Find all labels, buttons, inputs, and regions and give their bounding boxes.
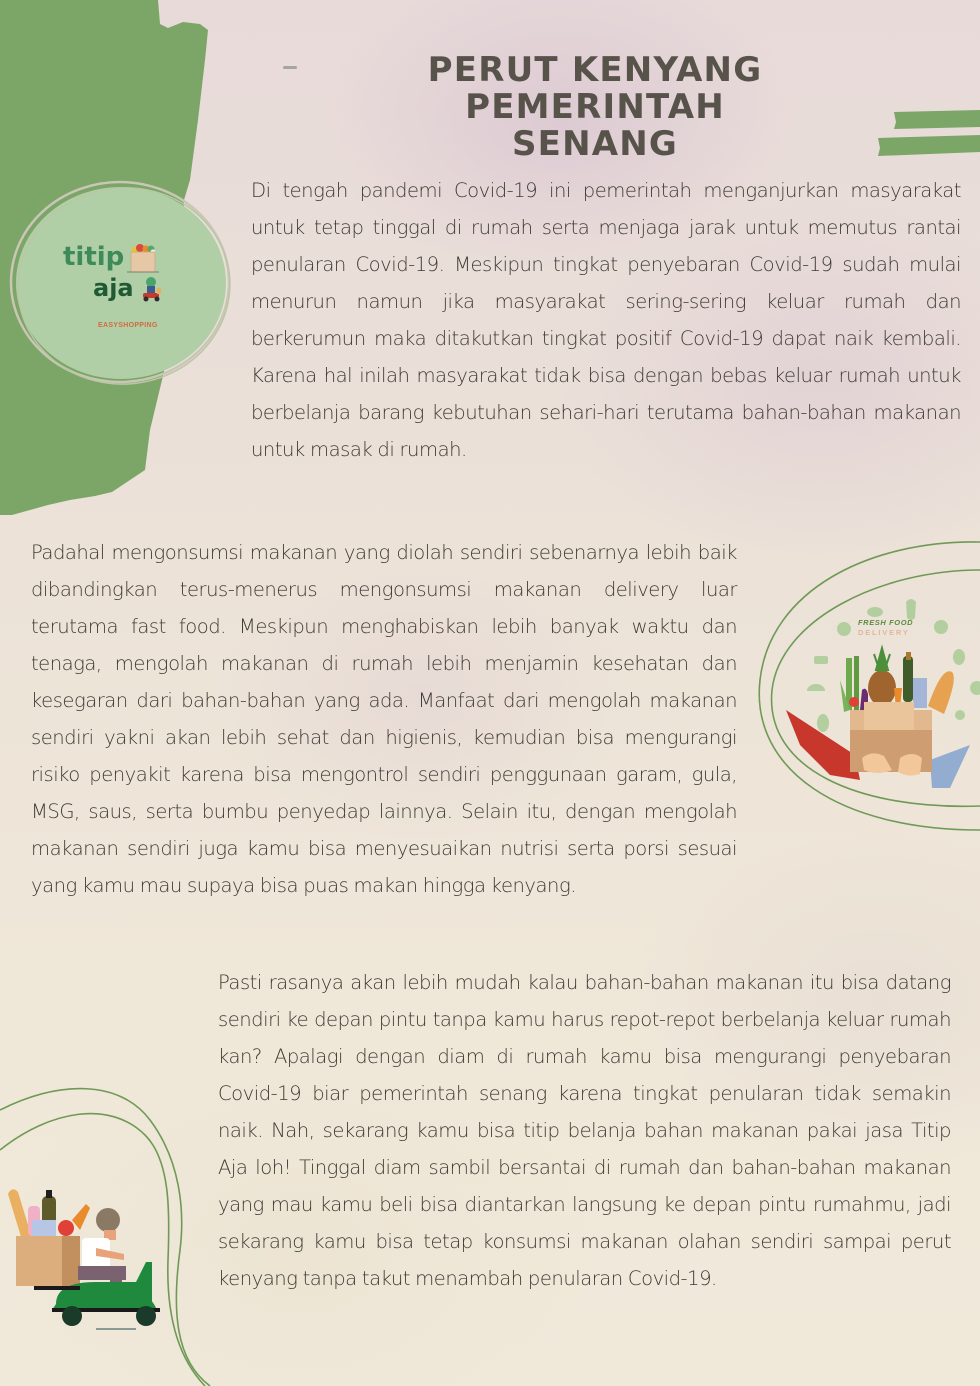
paragraph-intro: Di tengah pandemi Covid-19 ini pemerintah menganjurkan masyarakat untuk tetap tinggal di rumah serta menjaga jarak untuk memutus rantai penularan Covid-19. Meskipun tingkat penyebaran Covid-19 sudah mulai menurun namun jika masyarakat sering-sering keluar rumah dan berkerumun maka ditakutkan tingkat positif Covid-19 dapat naik kembali. Karena hal inilah masyarakat tidak bisa dengan bebas keluar rumah untuk berbelanja barang kebutuhan sehari-hari terutama bahan-bahan makanan untuk masak di rumah. (251, 179, 961, 461)
paragraph-benefits: Padahal mengonsumsi makanan yang diolah sendiri sebenarnya lebih baik dibandingkan terus-menerus mengonsumsi makanan delivery luar terutama fast food. Meskipun menghabiskan lebih banyak waktu dan tenaga, mengolah makanan di rumah lebih menjamin kesehatan dan kesegaran dari bahan-bahan yang ada. Manfaat dari mengolah makanan sendiri yakni akan lebih sehat dan higienis, kemudian bisa mengurangi risiko penyakit karena bisa mengontrol sendiri penggunaan garam, gula, MSG, saus, serta bumbu penyedap lainnya. Selain itu, dengan mengolah makanan sendiri juga kamu bisa menyesuaikan nutrisi serta porsi sesuai yang kamu mau supaya bisa puas makan hingga kenyang. (31, 541, 737, 897)
decorative-dash (283, 66, 297, 69)
fresh-food-delivery-illustration (750, 530, 980, 840)
title-line-2: PEMERINTAH SENANG (465, 87, 725, 164)
paragraph-call-to-action: Pasti rasanya akan lebih mudah kalau bahan-bahan makanan itu bisa datang sendiri ke depan pintu tanpa kamu harus repot-repot berbelanja keluar rumah kan? Apalagi dengan diam di rumah kamu bisa mengurangi penyebaran Covid-19 biar pemerintah senang karena tingkat penularan tidak semakin naik. Nah, sekarang kamu bisa titip belanja bahan makanan pakai jasa Titip Aja loh! Tinggal diam sambil bersantai di rumah dan bahan-bahan makanan yang mau kamu beli bisa diantarkan langsung ke depan pintu rumahmu, jadi sekarang kamu bisa tetap konsumsi makanan olahan sendiri sampai perut kenyang tanpa takut menambah penularan Covid-19. (218, 971, 951, 1290)
page-title (380, 52, 810, 163)
fresh-food-label: FRESH FOOD (858, 618, 914, 627)
decorative-green-bars (876, 108, 980, 158)
title-line-1: PERUT KENYANG (427, 50, 763, 90)
scooter-delivery-illustration (0, 1060, 220, 1386)
logo-word-titip: titip (63, 242, 125, 272)
logo-tagline: EASYSHOPPING (98, 322, 158, 329)
delivery-label: DELIVERY (858, 628, 910, 637)
logo-word-aja: aja (93, 274, 134, 302)
delivery-rider-icon (139, 276, 163, 302)
grocery-bag-icon (127, 242, 159, 274)
titip-aja-logo (8, 178, 233, 388)
